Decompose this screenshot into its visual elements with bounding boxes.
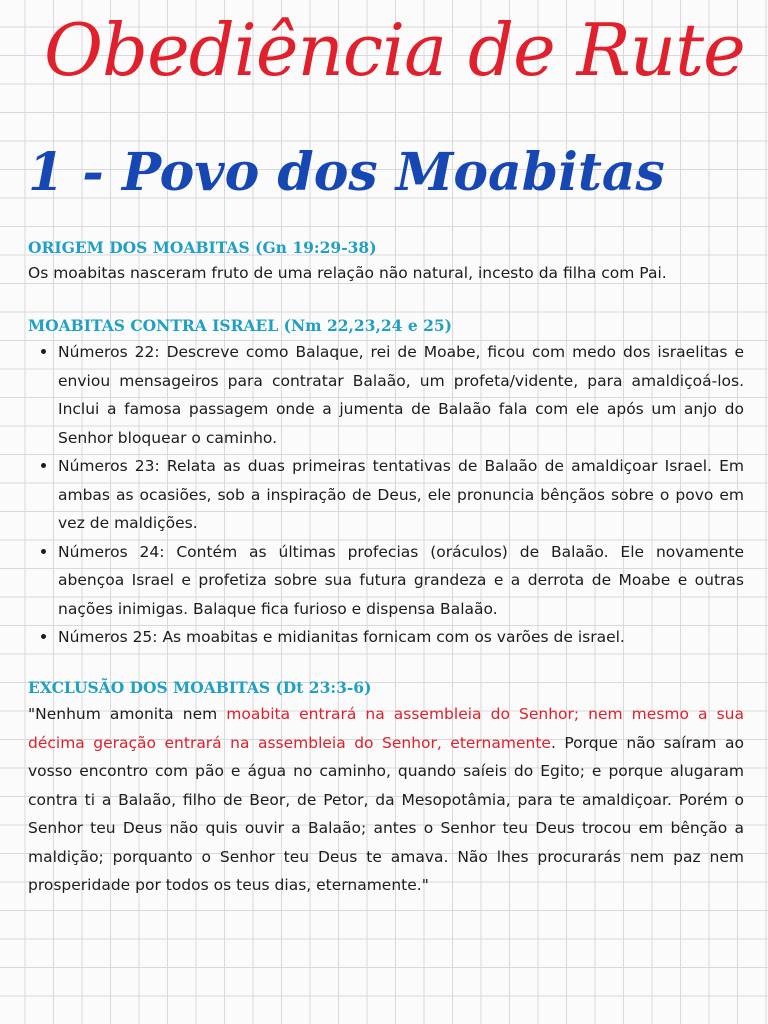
section-title: 1 - Povo dos Moabitas bbox=[28, 142, 665, 203]
quote-text-start: "Nenhum amonita nem bbox=[28, 705, 227, 723]
list-item: • Números 25: As moabitas e midianitas fornicam com os varões de israel. bbox=[58, 623, 744, 652]
quote-highlight: moabita entrará na assembleia do Senhor; nem mesmo a sua décima geração entrará na assembleia do Senhor, eternamente bbox=[28, 705, 744, 752]
exclusao-quote bbox=[28, 700, 744, 900]
contra-heading: MOABITAS CONTRA ISRAEL (Nm 22,23,24 e 25) bbox=[28, 316, 453, 335]
exclusao-heading: EXCLUSÃO DOS MOABITAS (Dt 23:3-6) bbox=[28, 678, 372, 697]
origem-heading: ORIGEM DOS MOABITAS (Gn 19:29-38) bbox=[28, 238, 377, 257]
origem-text: Os moabitas nasceram fruto de uma relação não natural, incesto da filha com Pai. bbox=[28, 264, 667, 282]
page-title: Obediência de Rute bbox=[44, 8, 745, 92]
quote-text-end: . Porque não saíram ao vosso encontro com pão e água no caminho, quando saíeis do Egito; e porque alugaram contra ti a Balaão, filho de Beor, de Petor, da Mesopotâmia, para te amaldiçoar. Porém o Senhor teu Deus não quis ouvir a Balaão; antes o Senhor teu Deus trocou em bênção a maldição; porquanto o Senhor teu Deus te amava. Não lhes procurarás nem paz nem prosperidade por todos os teus dias, eternamente." bbox=[28, 733, 744, 894]
list-item: • Números 24: Contém as últimas profecias (oráculos) de Balaão. Ele novamente abençoa Israel e profetiza sobre sua futura grandeza e a derrota de Moabe e outras nações inimigas. Balaque fica furioso e dispensa Balaão. bbox=[58, 538, 744, 624]
contra-list bbox=[28, 338, 744, 652]
list-item: • Números 23: Relata as duas primeiras tentativas de Balaão de amaldiçoar Israel. Em ambas as ocasiões, sob a inspiração de Deus, ele pronuncia bênçãos sobre o povo em vez de maldições. bbox=[58, 452, 744, 538]
list-item: • Números 22: Descreve como Balaque, rei de Moabe, ficou com medo dos israelitas e enviou mensageiros para contratar Balaão, um profeta/vidente, para amaldiçoá-los. Inclui a famosa passagem onde a jumenta de Balaão fala com ele após um anjo do Senhor bloquear o caminho. bbox=[58, 338, 744, 452]
